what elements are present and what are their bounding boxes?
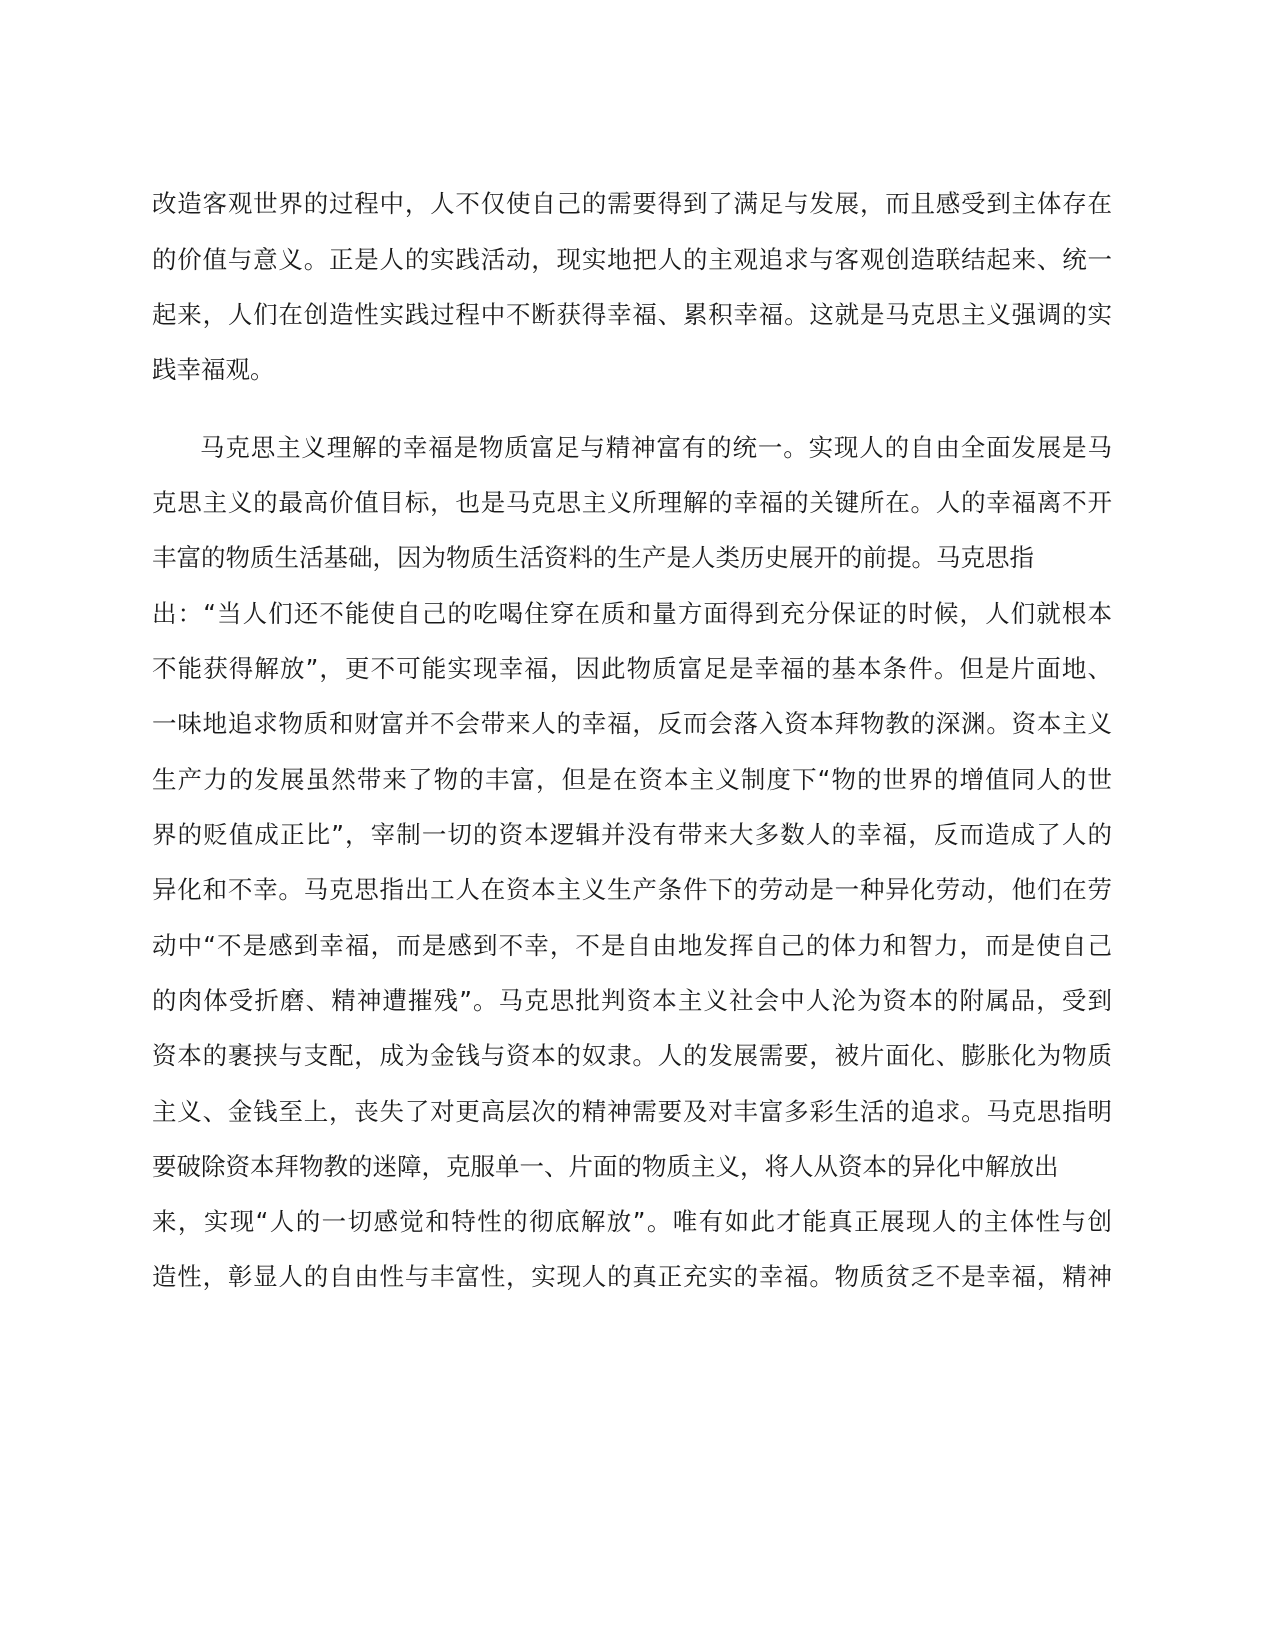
paragraph-1-line-2: 的价值与意义。正是人的实践活动，现实地把人的主观追求与客观创造联结起来、统一 (152, 245, 1112, 274)
paragraph-1-line-4: 践幸福观。 (152, 355, 275, 384)
paragraph-2-line-2: 克思主义的最高价值目标，也是马克思主义所理解的幸福的关键所在。人的幸福离不开 (152, 488, 1112, 517)
paragraph-2-line-13: 主义、金钱至上，丧失了对更高层次的精神需要及对丰富多彩生活的追求。马克思指明 (152, 1097, 1112, 1126)
paragraph-2-line-3: 丰富的物质生活基础，因为物质生活资料的生产是人类历史展开的前提。马克思指 (152, 543, 1034, 572)
paragraph-1-line-3: 起来，人们在创造性实践过程中不断获得幸福、累积幸福。这就是马克思主义强调的实 (152, 300, 1112, 329)
paragraph-2-line-16: 造性，彰显人的自由性与丰富性，实现人的真正充实的幸福。物质贫乏不是幸福，精神 (152, 1262, 1112, 1291)
paragraph-1-line-1: 改造客观世界的过程中，人不仅使自己的需要得到了满足与发展，而且感受到主体存在 (152, 189, 1112, 218)
paragraph-2-line-7: 生产力的发展虽然带来了物的丰富，但是在资本主义制度下“物的世界的增值同人的世 (152, 765, 1112, 794)
paragraph-2-line-14: 要破除资本拜物教的迷障，克服单一、片面的物质主义，将人从资本的异化中解放出 (152, 1152, 1059, 1181)
paragraph-2-line-4: 出：“当人们还不能使自己的吃喝住穿在质和量方面得到充分保证的时候，人们就根本 (152, 599, 1112, 628)
paragraph-2-line-1: 马克思主义理解的幸福是物质富足与精神富有的统一。实现人的自由全面发展是马 (200, 433, 1112, 462)
paragraph-2-line-5: 不能获得解放”，更不可能实现幸福，因此物质富足是幸福的基本条件。但是片面地、 (152, 654, 1112, 683)
paragraph-2-line-6: 一味地追求物质和财富并不会带来人的幸福，反而会落入资本拜物教的深渊。资本主义 (152, 709, 1112, 738)
paragraph-2-line-9: 异化和不幸。马克思指出工人在资本主义生产条件下的劳动是一种异化劳动，他们在劳 (152, 875, 1112, 904)
paragraph-2-line-8: 界的贬值成正比”，宰制一切的资本逻辑并没有带来大多数人的幸福，反而造成了人的 (152, 820, 1112, 849)
paragraph-2-line-11: 的肉体受折磨、精神遭摧残”。马克思批判资本主义社会中人沦为资本的附属品，受到 (152, 986, 1112, 1015)
paragraph-2-line-10: 动中“不是感到幸福，而是感到不幸，不是自由地发挥自己的体力和智力，而是使自己 (152, 931, 1112, 960)
paragraph-2-line-12: 资本的裹挟与支配，成为金钱与资本的奴隶。人的发展需要，被片面化、膨胀化为物质 (152, 1041, 1112, 1070)
paragraph-2-line-15: 来，实现“人的一切感觉和特性的彻底解放”。唯有如此才能真正展现人的主体性与创 (152, 1207, 1112, 1236)
